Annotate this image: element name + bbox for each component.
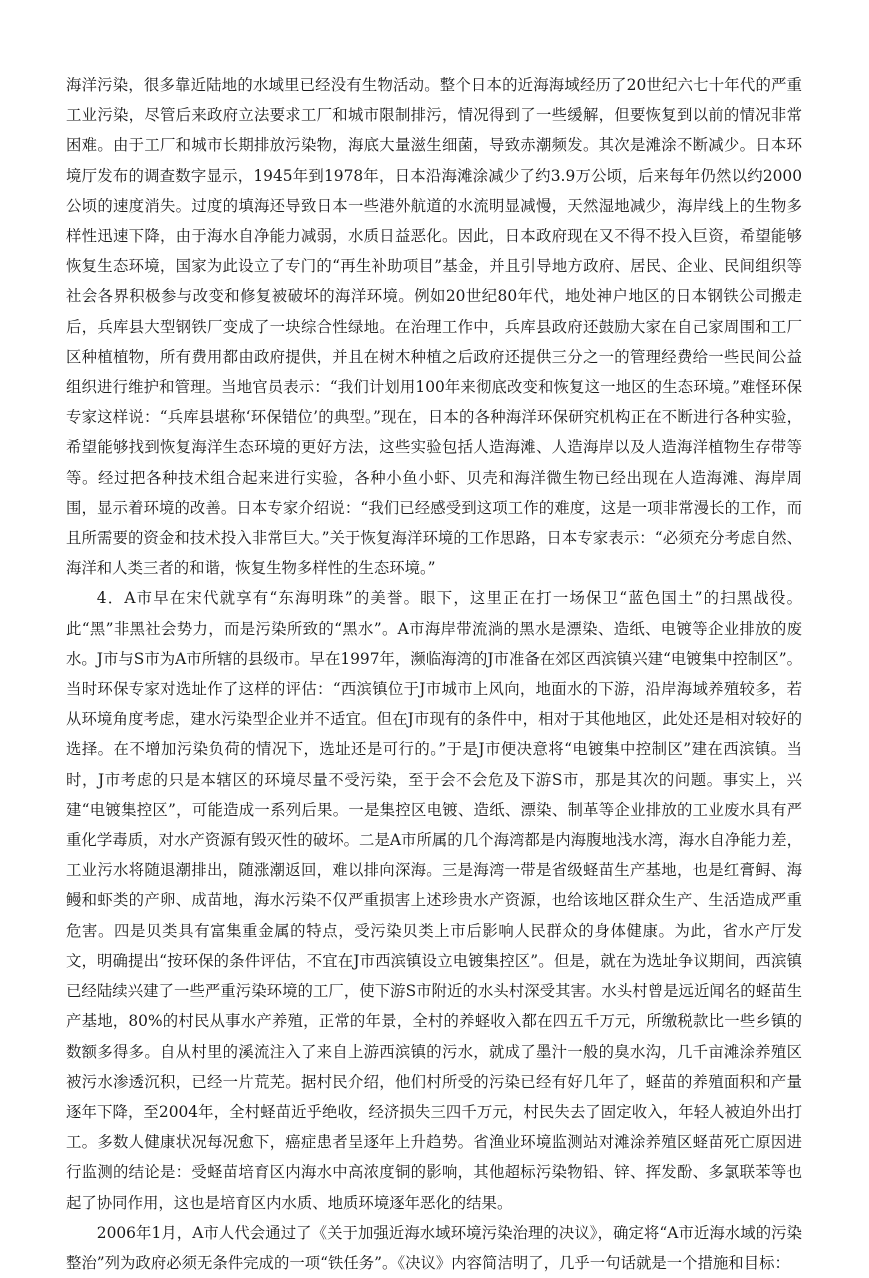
paragraph-2006-resolution: 2006年1月，A市人代会通过了《关于加强近海水域环境污染治理的决议》，确定将“A市近海水域的污染整治”列为政府必须无条件完成的一项“铁任务”。《决议》内容简洁明了，几乎一句话就是一个措施和目标： bbox=[66, 1223, 802, 1272]
paragraph-japan-marine-pollution: 海洋污染，很多靠近陆地的水域里已经没有生物活动。整个日本的近海海域经历了20世纪六七十年代的严重工业污染，尽管后来政府立法要求工厂和城市限制排污，情况得到了一些缓解，但要恢复到以前的情况非常困难。由于工厂和城市长期排放污染物，海底大量滋生细菌，导致赤潮频发。其次是滩涂不断减少。日本环境厅发布的调查数字显示，1945年到1978年，日本沿海滩涂减少了约3.9万公顷，后来每年仍然以约2000公顷的速度消失。过度的填海还导致日本一些港外航道的水流明显减慢，天然湿地减少，海岸线上的生物多样性迅速下降，由于海水自净能力减弱，水质日益恶化。因此，日本政府现在又不得不投入巨资，希望能够恢复生态环境，国家为此设立了专门的“再生补助项目”基金，并且引导地方政府、居民、企业、民间组织等社会各界积极参与改变和修复被破坏的海洋环境。例如20世纪80年代，地处神户地区的日本钢铁公司搬走后，兵库县大型钢铁厂变成了一块综合性绿地。在治理工作中，兵库县政府还鼓励大家在自己家周围和工厂区种植植物，所有费用都由政府提供，并且在树木种植之后政府还提供三分之一的管理经费给一些民间公益组织进行维护和管理。当地官员表示：“我们计划用100年来彻底改变和恢复这一地区的生态环境。”难怪环保专家这样说：“兵库县堪称‘环保错位’的典型。”现在，日本的各种海洋环保研究机构正在不断进行各种实验，希望能够找到恢复海洋生态环境的更好方法，这些实验包括人造海滩、人造海岸以及人造海洋植物生存带等等。经过把各种技术组合起来进行实验，各种小鱼小虾、贝壳和海洋微生物已经出现在人造海滩、海岸周围，显示着环境的改善。日本专家介绍说：“我们已经感受到这项工作的难度，这是一项非常漫长的工作，而且所需要的资金和技术投入非常巨大。”关于恢复海洋环境的工作思路，日本专家表示：“必须充分考虑自然、海洋和人类三者的和谐，恢复生物多样性的生态环境。” bbox=[66, 76, 802, 578]
paragraph-a-city-black-water: 4．A市早在宋代就享有“东海明珠”的美誉。眼下，这里正在打一场保卫“蓝色国土”的扫黑战役。此“黑”非黑社会势力，而是污染所致的“黑水”。A市海岸带流淌的黑水是漂染、造纸、电镀等企业排放的废水。J市与S市为A市所辖的县级市。早在1997年，濒临海湾的J市准备在郊区西滨镇兴建“电镀集中控制区”。当时环保专家对选址作了这样的评估：“西滨镇位于J市城市上风向，地面水的下游，沿岸海域养殖较多，若从环境角度考虑，建水污染型企业并不适宜。但在J市现有的条件中，相对于其他地区，此处还是相对较好的选择。在不增加污染负荷的情况下，选址还是可行的。”于是J市便决意将“电镀集中控制区”建在西滨镇。当时，J市考虑的只是本辖区的环境尽量不受污染，至于会不会危及下游S市，那是其次的问题。事实上，兴建“电镀集控区”，可能造成一系列后果。一是集控区电镀、造纸、漂染、制革等企业排放的工业废水具有严重化学毒质，对水产资源有毁灭性的破坏。二是A市所属的几个海湾都是内海腹地浅水湾，海水自净能力差，工业污水将随退潮排出，随涨潮返回，难以排向深海。三是海湾一带是省级蛏苗生产基地，也是红膏鲟、海鳗和虾类的产卵、成苗地，海水污染不仅严重损害上述珍贵水产资源，也给该地区群众生产、生活造成严重危害。四是贝类具有富集重金属的特点，受污染贝类上市后影响人民群众的身体健康。为此，省水产厅发文，明确提出“按环保的条件评估，不宜在J市西滨镇设立电镀集控区”。但是，就在为选址争议期间，西滨镇已经陆续兴建了一些严重污染环境的工厂，使下游S市附近的水头村深受其害。水头村曾是远近闻名的蛏苗生产基地，80%的村民从事水产养殖，正常的年景，全村的养蛏收入都在四五千万元，所缴税款比一些乡镇的数额多得多。自从村里的溪流注入了来自上游西滨镇的污水，就成了墨汁一般的臭水沟，几千亩滩涂养殖区被污水渗透沉积，已经一片荒芜。据村民介绍，他们村所受的污染已经有好几年了，蛏苗的养殖面积和产量逐年下降，至2004年，全村蛏苗近乎绝收，经济损失三四千万元，村民失去了固定收入，年轻人被迫外出打工。多数人健康状况每况愈下，癌症患者呈逐年上升趋势。省渔业环境监测站对滩涂养殖区蛏苗死亡原因进行监测的结论是：受蛏苗培育区内海水中高浓度铜的影响，其他超标污染物铅、锌、挥发酚、多氯联苯等也起了协同作用，这也是培育区内水质、地质环境逐年恶化的结果。 bbox=[66, 589, 802, 1212]
document-page bbox=[66, 70, 802, 1278]
